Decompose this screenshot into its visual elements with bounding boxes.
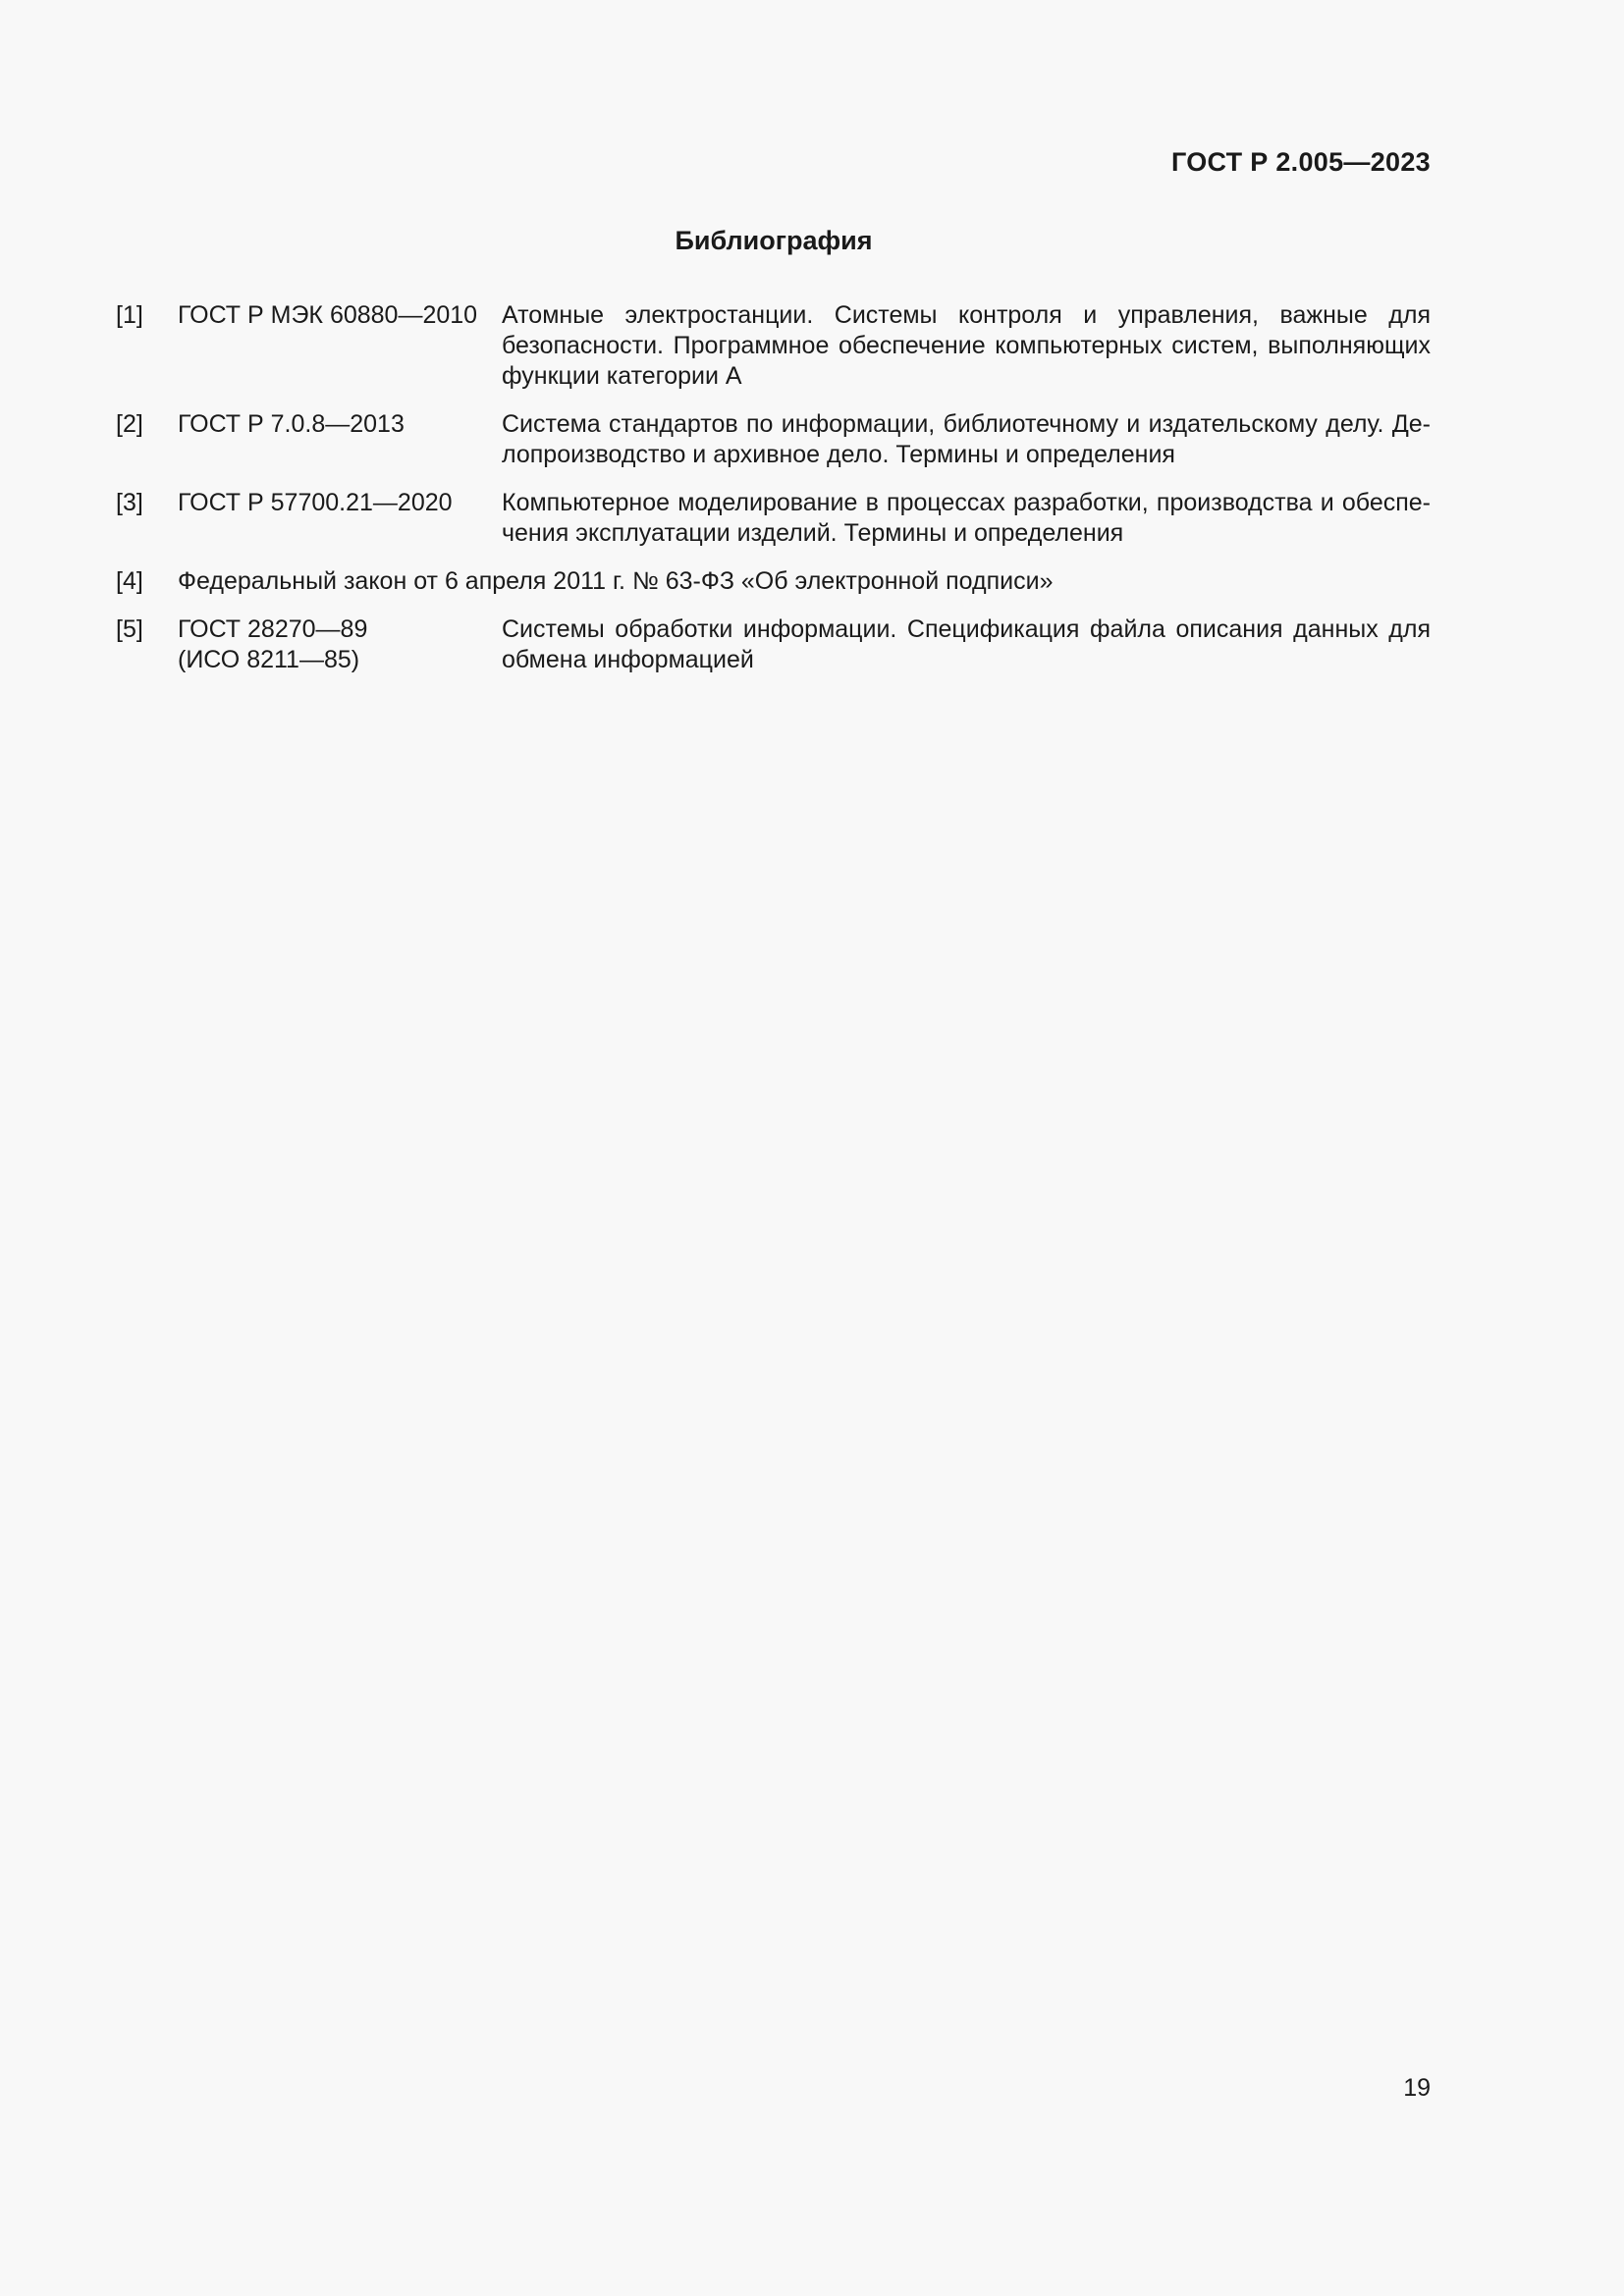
entry-number: [3] — [116, 489, 143, 516]
entry-number: [2] — [116, 410, 143, 438]
entry-number: [5] — [116, 615, 143, 643]
bibliography-entry-5 — [116, 614, 1431, 675]
bibliography-entry-1 — [116, 300, 1431, 392]
entry-reference: ГОСТ Р 7.0.8—2013 — [178, 410, 405, 438]
bibliography-entry-2 — [116, 409, 1431, 470]
entry-reference: ГОСТ 28270—89 (ИСО 8211—85) — [178, 615, 368, 673]
bibliography-entry-3 — [116, 488, 1431, 549]
entry-reference: ГОСТ Р 57700.21—2020 — [178, 489, 453, 516]
bibliography-list — [116, 300, 1431, 693]
entry-description: Атомные электростанции. Системы контроля и управления, важные для безопасности. Программное обеспечение компьютерных систем, выполняющих функции категории А — [502, 301, 1431, 390]
page-number: 19 — [1403, 2074, 1431, 2102]
entry-description: Компьютерное моделирование в процессах разработки, производства и обеспечения эксплуатации изделий. Термины и определения — [502, 489, 1431, 547]
document-id: ГОСТ Р 2.005—2023 — [1170, 147, 1431, 177]
entry-description: Системы обработки информации. Спецификация файла описания данных для обмена информацией — [502, 615, 1431, 673]
entry-reference: ГОСТ Р МЭК 60880—2010 — [178, 301, 478, 329]
entry-full-text: Федеральный закон от 6 апреля 2011 г. № 63-ФЗ «Об электронной подписи» — [178, 567, 1054, 595]
section-title: Библиография — [675, 226, 873, 255]
entry-number: [1] — [116, 301, 143, 329]
entry-number: [4] — [116, 567, 143, 595]
bibliography-entry-4 — [116, 566, 1431, 597]
entry-description: Система стандартов по информации, библиотечному и издательскому делу. Делопроизводство и архивное дело. Термины и определения — [502, 410, 1431, 468]
